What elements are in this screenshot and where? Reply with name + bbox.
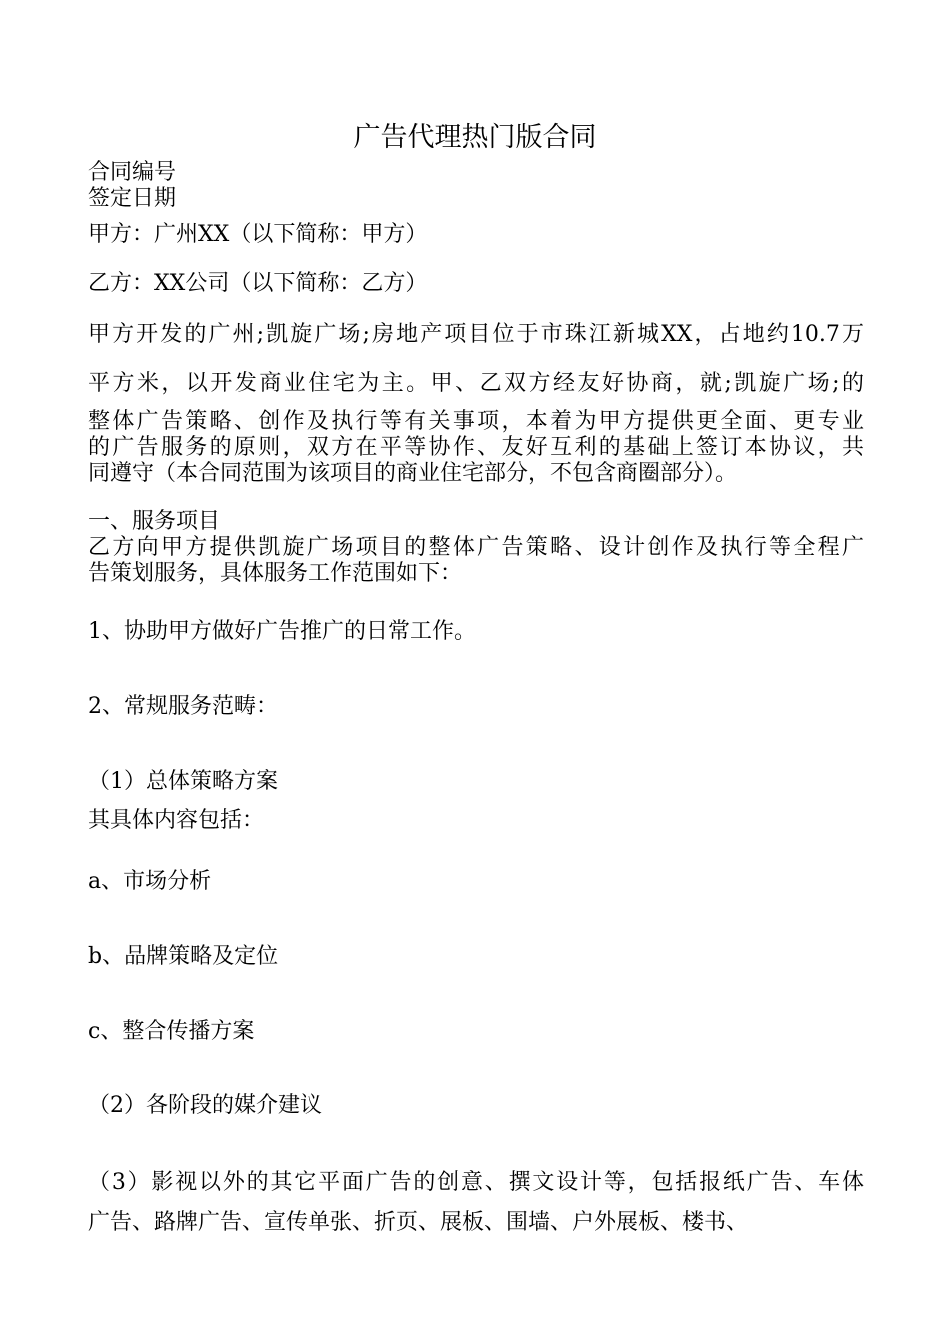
sign-date-label: 签定日期: [88, 186, 177, 211]
contract-number-label: 合同编号: [88, 160, 177, 185]
section-body-line: 告策划服务，具体服务工作范围如下：: [88, 561, 463, 586]
list-item: a、市场分析: [88, 869, 212, 894]
list-item: b、品牌策略及定位: [88, 944, 279, 969]
sub-item: （2）各阶段的媒介建议: [88, 1093, 322, 1118]
sub-item-line: （3）影视以外的其它平面广告的创意、撰文设计等，包括报纸广告、车体: [88, 1170, 864, 1195]
intro-paragraph: [88, 320, 864, 487]
sub-item: （1）总体策略方案: [88, 769, 278, 794]
list-item: 1、协助甲方做好广告推广的日常工作。: [88, 619, 476, 644]
sub-item-line: 广告、路牌广告、宣传单张、折页、展板、围墙、户外展板、楼书、: [88, 1210, 749, 1235]
intro-line: 平方米，以开发商业住宅为主。甲、乙双方经友好协商，就;凯旋广场;的: [88, 371, 864, 396]
section-body: [88, 535, 864, 587]
list-item: c、整合传播方案: [88, 1019, 255, 1044]
document-title: 广告代理热门版合同: [353, 122, 597, 153]
intro-line: 甲方开发的广州;凯旋广场;房地产项目位于市珠江新城XX，占地约10.7万: [88, 322, 864, 347]
intro-line: 整体广告策略、创作及执行等有关事项，本着为甲方提供更全面、更专业: [88, 409, 864, 434]
section-body-line: 乙方向甲方提供凯旋广场项目的整体广告策略、设计创作及执行等全程广: [88, 535, 864, 560]
intro-line: 同遵守（本合同范围为该项目的商业住宅部分，不包含商圈部分）。: [88, 461, 738, 486]
party-b-line: 乙方：XX公司（以下简称：乙方）: [88, 271, 428, 296]
sub-item-intro: 其具体内容包括：: [88, 808, 265, 833]
section-heading: 一、服务项目: [88, 509, 221, 534]
sub-item-paragraph: [88, 1163, 864, 1243]
party-a-line: 甲方：广州XX（以下简称：甲方）: [88, 222, 428, 247]
list-item: 2、常规服务范畴：: [88, 694, 278, 719]
intro-line: 的广告服务的原则，双方在平等协作、友好互利的基础上签订本协议，共: [88, 435, 864, 460]
